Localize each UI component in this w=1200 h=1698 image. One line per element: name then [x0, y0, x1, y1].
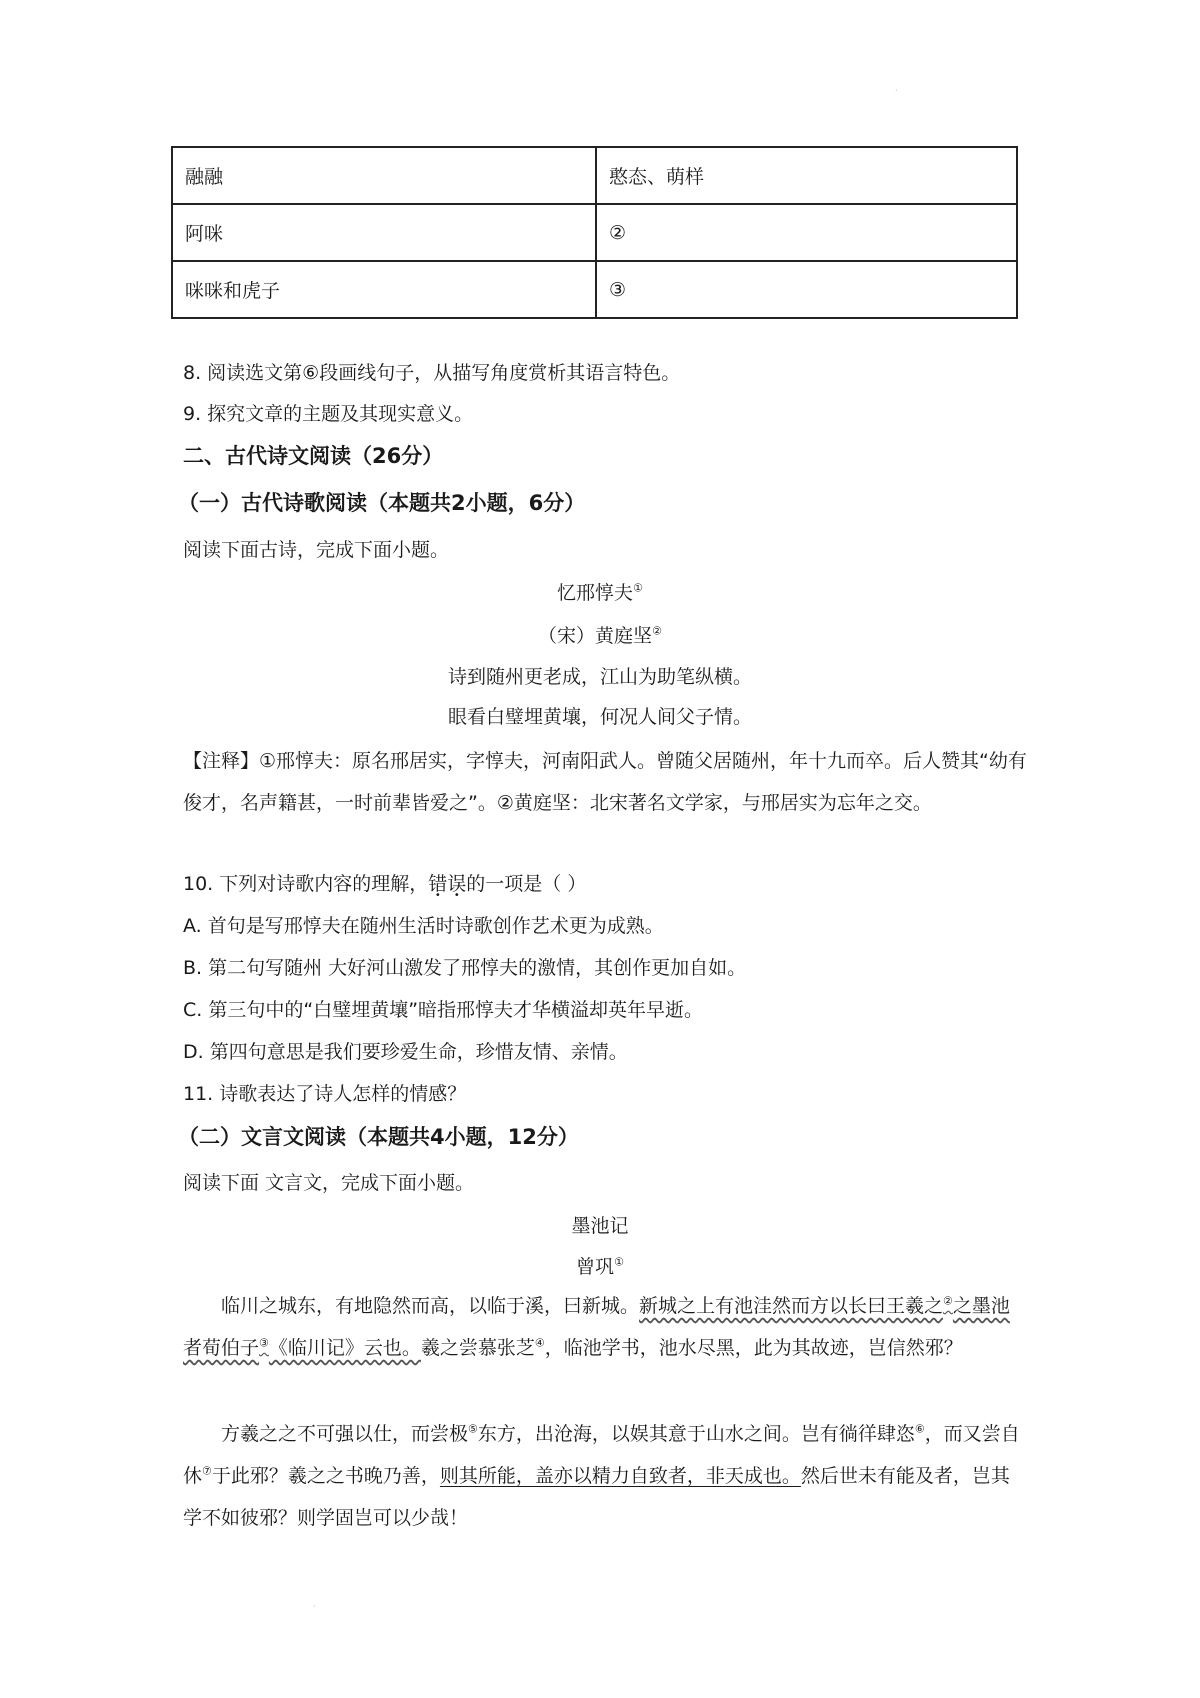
essay-paragraph-1: 临川之城东，有地隐然而高，以临于溪，曰新城。新城之上有池洼然而方以长曰王羲之②之墨池者荀伯子③《临川记》云也。羲之尝慕张芝④，临池学书，池水尽黑，此为其故迹，岂信然邪？	[183, 1294, 1010, 1359]
option-d: D. 第四句意思是我们要珍爱生命，珍惜友情、亲情。	[183, 1041, 628, 1063]
table-row	[172, 147, 1017, 204]
poem-title: 忆邢惇夫①	[557, 581, 643, 604]
table-row	[172, 261, 1017, 318]
option-b: B. 第二句写随州 大好河山激发了邢惇夫的激情，其创作更加自如。	[183, 957, 747, 979]
table-cell: 憨态、萌样	[596, 147, 1017, 204]
scan-mark: ·	[895, 86, 898, 95]
essay-author: 曾巩①	[576, 1255, 624, 1278]
option-c: C. 第三句中的“白璧埋黄壤”暗指邢惇夫才华横溢却英年早逝。	[183, 999, 704, 1021]
option-a: A. 首句是写邢惇夫在随州生活时诗歌创作艺术更为成熟。	[183, 915, 664, 937]
instruction: 阅读下面 文言文，完成下面小题。	[183, 1172, 475, 1194]
subsection-heading: （二）文言文阅读（本题共4小题，12分）	[178, 1125, 579, 1149]
table-cell: 融融	[172, 147, 596, 204]
poem-notes: 【注释】①邢惇夫：原名邢居实，字惇夫，河南阳武人。曾随父居随州，年十九而卒。后人赞其“幼有俊才，名声籍甚，一时前辈皆爱之”。②黄庭坚：北宋著名文学家，与邢居实为忘年之交。	[183, 750, 1027, 814]
question-8: 8. 阅读选文第⑥段画线句子，从描写角度赏析其语言特色。	[183, 362, 681, 384]
table-cell: 阿咪	[172, 204, 596, 261]
table-cell: ②	[596, 204, 1017, 261]
instruction: 阅读下面古诗，完成下面小题。	[183, 539, 450, 561]
poem-line: 眼看白璧埋黄壤，何况人间父子情。	[447, 706, 752, 728]
character-table	[171, 146, 1018, 319]
essay-title: 墨池记	[571, 1215, 629, 1237]
poem-line: 诗到随州更老成，江山为助笔纵横。	[447, 666, 752, 688]
essay-paragraph-2: 方羲之之不可强以仕，而尝极⑤东方，出沧海，以娱其意于山水之间。岂有徜徉肆恣⑥，而又尝自休⑦于此邪？羲之之书晚乃善，则其所能，盖亦以精力自致者，非天成也。然后世未有能及者，岂其学不如彼邪？则学固岂可以少哉！	[183, 1422, 1020, 1529]
poem-author: （宋）黄庭坚②	[538, 624, 662, 647]
scan-mark: ·	[313, 1602, 316, 1611]
table-cell: 咪咪和虎子	[172, 261, 596, 318]
question-11: 11. 诗歌表达了诗人怎样的情感？	[183, 1083, 467, 1105]
question-9: 9. 探究文章的主题及其现实意义。	[183, 403, 474, 425]
question-10: 10. 下列对诗歌内容的理解，错误的一项是（ ）	[183, 873, 587, 895]
table-row	[172, 204, 1017, 261]
subsection-heading: （一）古代诗歌阅读（本题共2小题，6分）	[178, 491, 586, 515]
section-heading: 二、古代诗文阅读（26分）	[183, 444, 444, 468]
table-cell: ③	[596, 261, 1017, 318]
